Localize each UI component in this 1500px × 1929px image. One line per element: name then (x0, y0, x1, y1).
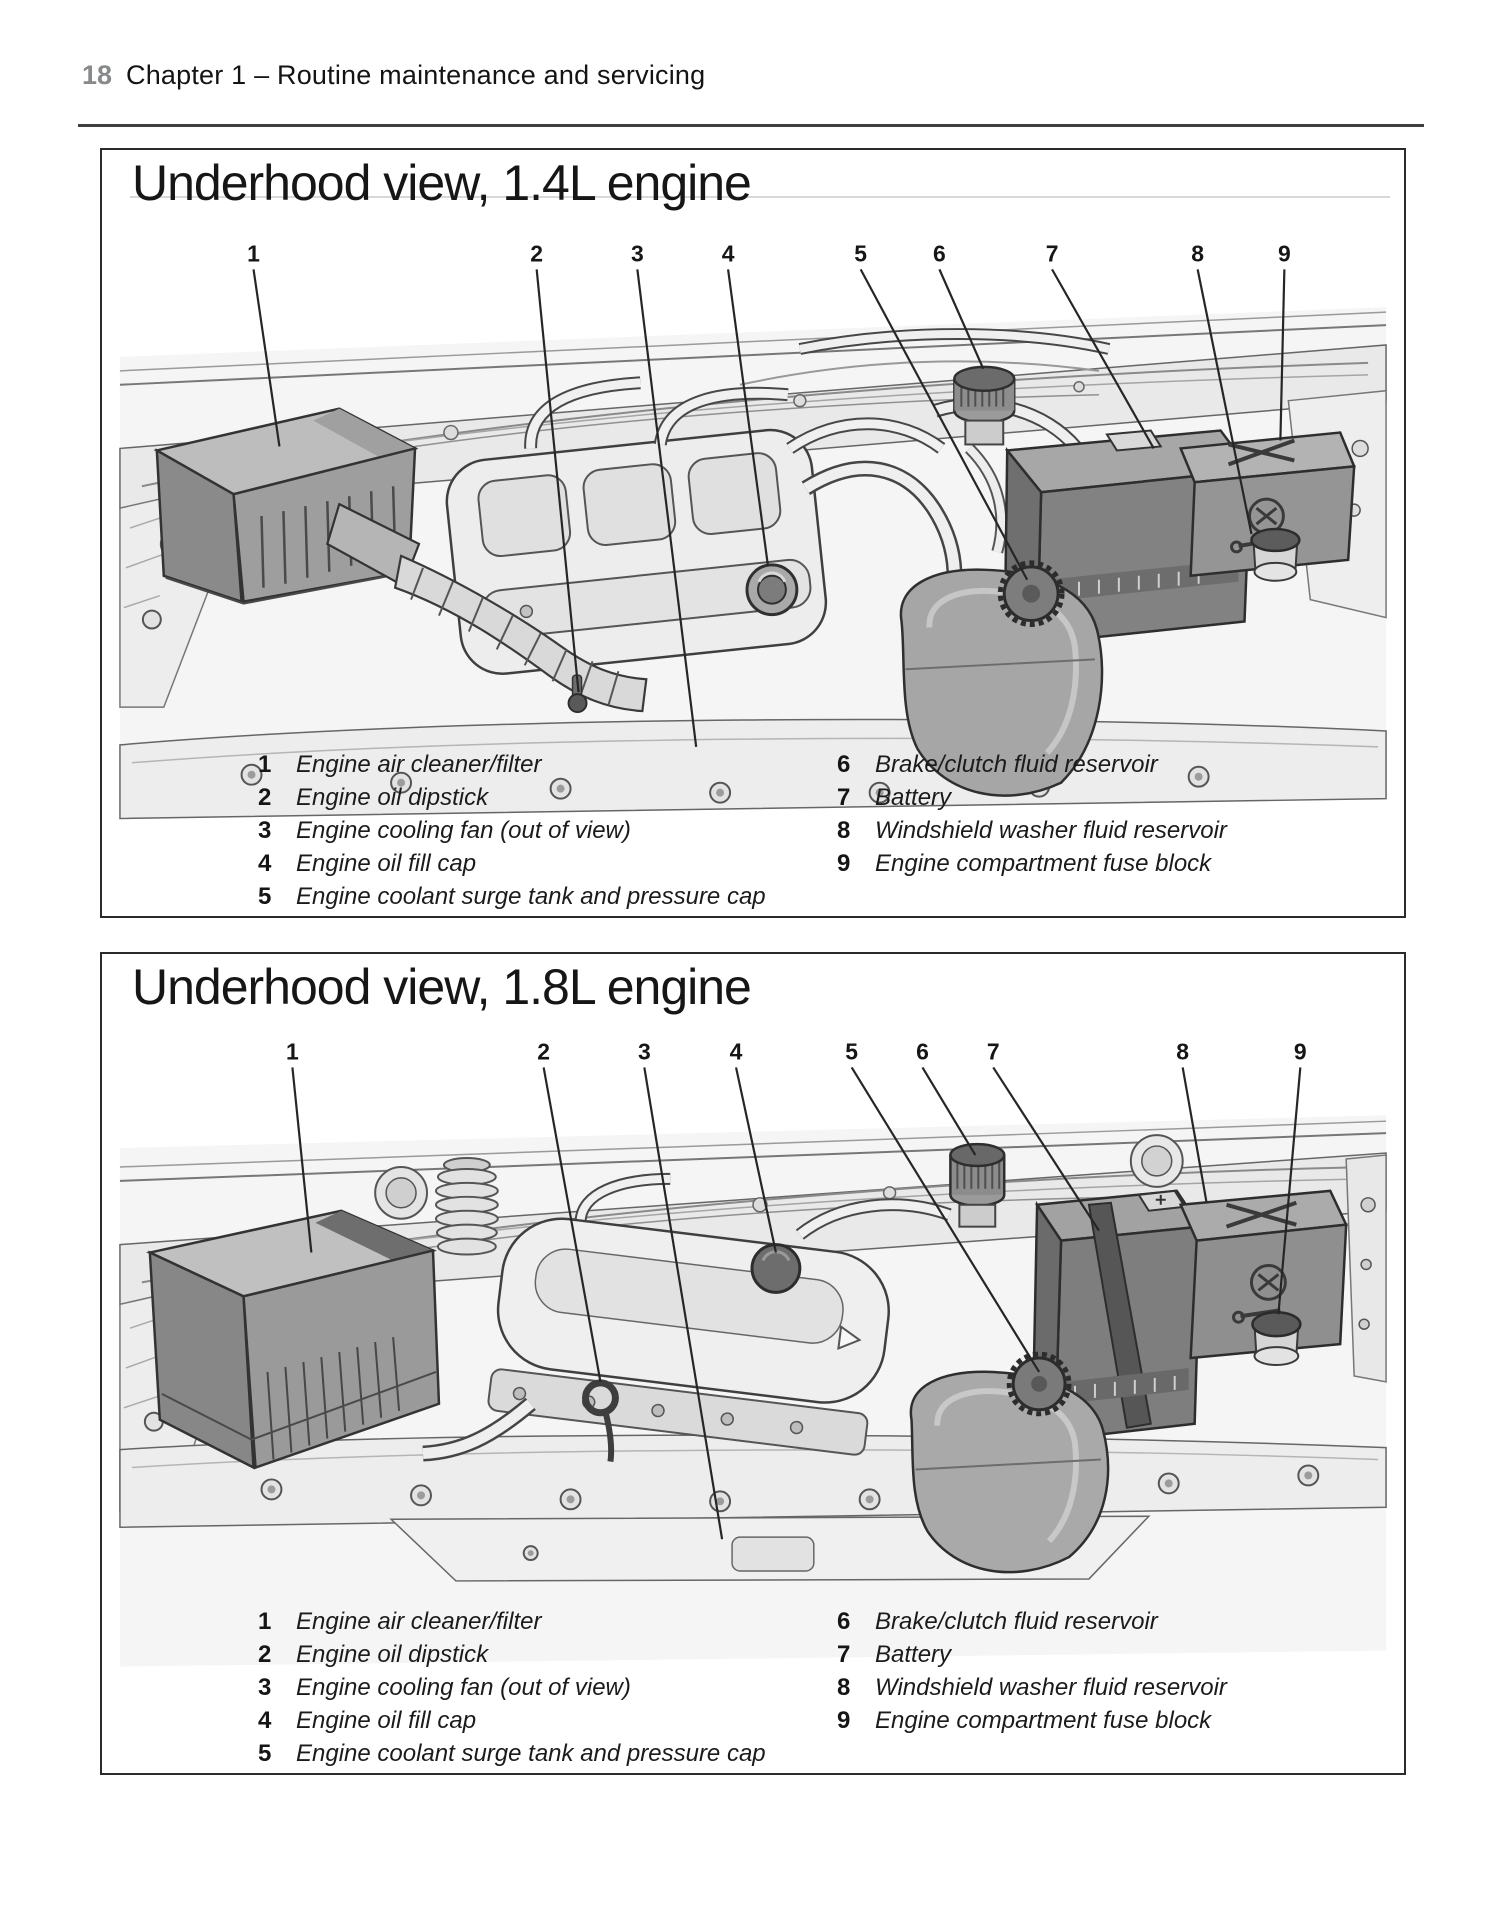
legend-item (837, 817, 1227, 850)
legend-item-label: Brake/clutch fluid reservoir (875, 1608, 1158, 1635)
legend-right-column (837, 1608, 1227, 1740)
page-number: 18 (82, 60, 113, 90)
callout-number: 1 (286, 1038, 299, 1065)
legend-item-label: Brake/clutch fluid reservoir (875, 751, 1158, 778)
callout-number: 9 (1277, 240, 1291, 267)
legend-item-number: 5 (258, 1740, 272, 1767)
callout-number: 8 (1176, 1038, 1190, 1065)
legend-item (837, 784, 1227, 817)
legend-item-label: Engine coolant surge tank and pressure cap (296, 1740, 766, 1767)
callout-number: 7 (986, 1038, 1000, 1065)
legend-item (258, 850, 766, 883)
legend-item-label: Engine air cleaner/filter (296, 1608, 542, 1635)
callout-number: 9 (1293, 1038, 1307, 1065)
callout-number: 7 (1045, 240, 1059, 267)
legend-item-number: 9 (837, 850, 851, 877)
legend-item-number: 9 (837, 1707, 851, 1734)
legend-item-number: 1 (258, 1608, 272, 1635)
legend-item-label: Engine cooling fan (out of view) (296, 1674, 631, 1701)
callout-number: 1 (247, 240, 260, 267)
legend-left-column (258, 1608, 766, 1773)
legend-item (837, 1707, 1227, 1740)
callout-number: 2 (537, 1038, 551, 1065)
legend-item-number: 1 (258, 751, 272, 778)
callout-number: 2 (530, 240, 544, 267)
callout-number: 6 (933, 240, 946, 267)
callout-number: 4 (721, 240, 735, 267)
legend-item-number: 2 (258, 1641, 272, 1668)
legend-item (258, 1707, 766, 1740)
legend-item (837, 1608, 1227, 1641)
legend-item-label: Battery (875, 1641, 952, 1668)
legend-item-number: 7 (837, 784, 851, 811)
legend-item-number: 6 (837, 1608, 851, 1635)
legend-item-label: Engine cooling fan (out of view) (296, 817, 631, 844)
legend-item-label: Engine compartment fuse block (875, 1707, 1212, 1734)
legend-item-label: Engine oil dipstick (296, 1641, 489, 1668)
legend-item-number: 6 (837, 751, 851, 778)
legend-item-label: Engine oil fill cap (296, 1707, 477, 1734)
legend-item-number: 8 (837, 817, 851, 844)
legend-item (837, 751, 1227, 784)
legend-item-number: 3 (258, 1674, 272, 1701)
legend-item-number: 7 (837, 1641, 851, 1668)
legend-item (258, 817, 766, 850)
legend-item (258, 1608, 766, 1641)
legend-item-label: Engine oil fill cap (296, 850, 477, 877)
legend-item (837, 1674, 1227, 1707)
figure-box-1-8l-engine (100, 952, 1406, 1775)
legend-item (258, 1641, 766, 1674)
legend-item-label: Windshield washer fluid reservoir (875, 817, 1227, 844)
legend-item-number: 4 (258, 1707, 272, 1734)
legend-item-label: Engine compartment fuse block (875, 850, 1212, 877)
legend-item-label: Battery (875, 784, 952, 811)
legend-item-number: 2 (258, 784, 272, 811)
legend-item (258, 1740, 766, 1773)
figure-box-1-4l-engine (100, 148, 1406, 918)
callout-number: 5 (854, 240, 868, 267)
callout-number: 8 (1191, 240, 1205, 267)
callout-number: 6 (916, 1038, 929, 1065)
legend-item-number: 8 (837, 1674, 851, 1701)
legend-item-number: 4 (258, 850, 272, 877)
legend-item (258, 751, 766, 784)
figure-title-1-4l: Underhood view, 1.4L engine (132, 155, 751, 211)
legend-item (837, 1641, 1227, 1674)
legend-item-label: Engine coolant surge tank and pressure cap (296, 883, 766, 910)
chapter-title: Chapter 1 – Routine maintenance and servicing (126, 60, 706, 90)
legend-item (258, 784, 766, 817)
legend-item-label: Windshield washer fluid reservoir (875, 1674, 1227, 1701)
callout-number: 5 (845, 1038, 859, 1065)
legend-item (258, 883, 766, 916)
legend-item-label: Engine air cleaner/filter (296, 751, 542, 778)
callout-number: 3 (637, 1038, 651, 1065)
legend-item-number: 3 (258, 817, 272, 844)
legend-right-column (837, 751, 1227, 883)
legend-left-column (258, 751, 766, 916)
legend-item-number: 5 (258, 883, 272, 910)
legend-item (258, 1674, 766, 1707)
callout-number: 4 (729, 1038, 743, 1065)
legend-item-label: Engine oil dipstick (296, 784, 489, 811)
figure-title-1-8l: Underhood view, 1.8L engine (132, 959, 751, 1015)
callout-number: 3 (630, 240, 644, 267)
legend-item (837, 850, 1227, 883)
header-rule (78, 124, 1424, 127)
